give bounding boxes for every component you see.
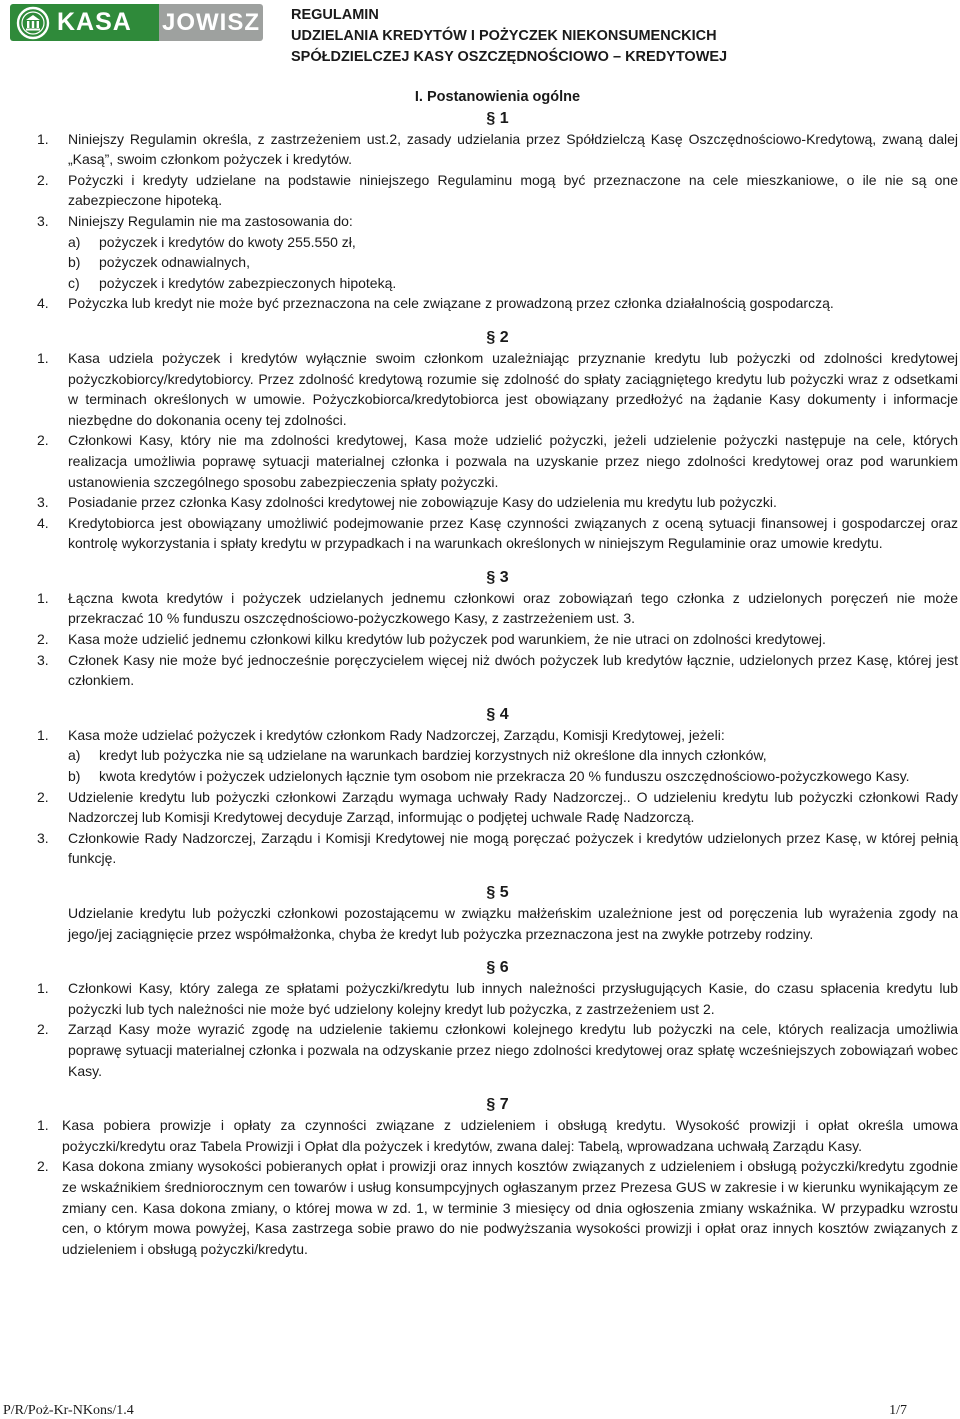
list-item [37, 1156, 958, 1259]
item-text: Niniejszy Regulamin określa, z zastrzeżeniem ust.2, zasady udzielania przez Spółdzielczą Kasę Oszczędnościowo-Kredytową, zwaną dalej „Kasą”, swoim członkom pożyczek i kredytów. [68, 130, 958, 168]
sub-item [68, 232, 958, 253]
item-number: 1. [37, 980, 49, 997]
item-number: 1. [37, 589, 49, 606]
logo-green-part [10, 4, 159, 41]
item-number: 2. [37, 1158, 49, 1175]
item-number: 2. [37, 171, 49, 188]
item-number: 3. [37, 212, 49, 229]
paragraph-7-heading: § 7 [486, 1096, 509, 1114]
list-item [37, 513, 958, 554]
item-number: 1. [37, 130, 49, 147]
list-item [37, 1115, 958, 1156]
logo-grey-part [159, 4, 263, 41]
item-number: 3. [37, 494, 49, 511]
kasa-jowisz-logo [10, 4, 263, 41]
list-item [37, 129, 958, 170]
item-number: 3. [37, 651, 49, 668]
sub-item [68, 766, 958, 787]
title-line: UDZIELANIA KREDYTÓW I POŻYCZEK NIEKONSUMENCKICH [291, 28, 717, 44]
document-code: P/R/Poż-Kr-NKons/1.4 [3, 1403, 134, 1418]
item-number: 4. [37, 514, 49, 531]
list-item [37, 787, 958, 828]
list-item [37, 828, 958, 869]
list-item [37, 211, 958, 293]
list-item [37, 1019, 958, 1081]
paragraph-4-heading: § 4 [486, 705, 509, 723]
sub-item [68, 745, 958, 766]
list-item [37, 348, 958, 430]
sub-item-letter: a) [68, 233, 81, 250]
sub-item-letter: a) [68, 747, 81, 764]
item-text: Członek Kasy nie może być jednocześnie poręczycielem więcej niż dwóch pożyczek lub kredytów łącznie, udzielonych przez Kasę, której jest członkiem. [68, 651, 958, 689]
document-title [291, 5, 727, 68]
paragraph-6-heading: § 6 [486, 959, 509, 977]
list-item [37, 725, 958, 787]
item-text: Kasa dokona zmiany wysokości pobieranych opłat i prowizji oraz innych kosztów związanych z udzieleniem i obsługą pożyczki/kredytu zgodnie ze wskaźnikiem średniorocznym cen towarów i usług konsumpcyjnych ogłaszanym przez Prezesa GUS w zakresie i w kierunku wynikającym ze zmiany cen. Kasa dokona zmiany, o której mowa w zd. 1, w terminie 3 miesięcy od dnia ogłoszenia zmiany wskaźnika. W przypadku wzrostu cen, o którym mowa powyżej, Kasa zastrzega sobie prawo do nie podwyższania wysokości prowizji i opłat oraz innych kosztów związanych z udzieleniem i obsługą pożyczki/kredytu. [62, 1158, 958, 1257]
item-text: Łączna kwota kredytów i pożyczek udzielanych jednemu członkowi oraz zobowiązań tego członka z udzielonych poręczeń nie może przekraczać 10 % funduszu oszczędnościowo-pożyczkowego Kasy, z zastrzeżeniem ust. 3. [68, 589, 958, 627]
item-text: Pożyczki i kredyty udzielane na podstawie niniejszego Regulaminu mogą być przeznaczone na cele mieszkaniowe, o ile nie są one zabezpieczone hipoteką. [68, 171, 958, 209]
sub-item-letter: c) [68, 274, 80, 291]
list-item [37, 430, 958, 492]
sub-item-letter: b) [68, 768, 81, 785]
list-item [37, 293, 958, 314]
paragraph-5-heading: § 5 [486, 884, 509, 901]
item-text: Posiadanie przez członka Kasy zdolności kredytowej nie zobowiązuje Kasy do udzielenia mu kredytu lub pożyczki. [68, 494, 777, 511]
item-number: 4. [37, 295, 49, 312]
sub-item-text: pożyczek odnawialnych, [99, 254, 250, 271]
item-number: 1. [37, 1117, 49, 1134]
paragraph-2-heading: § 2 [486, 328, 509, 346]
list-item [37, 170, 958, 211]
list-item [37, 650, 958, 691]
sub-item-letter: b) [68, 254, 81, 271]
sub-item-text: pożyczek i kredytów zabezpieczonych hipoteką. [99, 274, 397, 291]
item-number: 1. [37, 349, 49, 366]
item-number: 2. [37, 631, 49, 648]
item-text: Udzielenie kredytu lub pożyczki członkowi Zarządu wymaga uchwały Rady Nadzorczej.. O udzieleniu kredytu lub pożyczki członkowi Rady Nadzorczej lub Komisji Kredytowej decyduje Zarząd, informując o podjętej uchwale Radę Nadzorczą. [68, 788, 958, 826]
item-text: Członkowi Kasy, który nie ma zdolności kredytowej, Kasa może udzielić pożyczki, jeżeli udzielenie pożyczki następuje na cele, których realizacja umożliwia poprawę sytuacji materialnej członka i pozwala na uzyskanie przez niego zdolności kredytowej oraz pod warunkiem ustanowienia szczególnego sposobu zabezpieczenia spłaty pożyczki. [68, 432, 958, 490]
logo-word-kasa: KASA [57, 8, 132, 36]
item-number: 2. [37, 432, 49, 449]
sub-item-text: kredyt lub pożyczka nie są udzielane na warunkach bardziej korzystnych niż określone dla innych członków, [99, 747, 767, 764]
item-text: Kasa może udzielić jednemu członkowi kilku kredytów lub pożyczek pod warunkiem, że nie utraci on zdolności kredytowej. [68, 631, 826, 648]
item-text: Kasa może udzielać pożyczek i kredytów członkom Rady Nadzorczej, Zarządu, Komisji Kredytowej, jeżeli: [68, 726, 725, 743]
building-emblem-icon [16, 6, 50, 40]
list-item [37, 588, 958, 629]
page-footer [3, 1403, 907, 1419]
item-number: 2. [37, 788, 49, 805]
page-number: 1/7 [889, 1403, 907, 1418]
paragraph-1-heading: § 1 [486, 109, 509, 127]
sub-item [68, 252, 958, 273]
list-item [37, 492, 958, 513]
item-text: Niniejszy Regulamin nie ma zastosowania do: [68, 212, 353, 229]
item-number: 1. [37, 726, 49, 743]
title-line: REGULAMIN [291, 7, 379, 23]
item-text: Członkowie Rady Nadzorczej, Zarządu i Komisji Kredytowej nie mogą poręczać pożyczek i kredytów udzielonych przez Kasę, w której pełnią funkcję. [68, 829, 958, 867]
sub-item-text: kwota kredytów i pożyczek udzielonych łącznie tym osobom nie przekracza 20 % funduszu oszczędnościowo-pożyczkowego Kasy. [99, 768, 910, 785]
paragraph-text: Udzielanie kredytu lub pożyczki członkowi pozostającemu w związku małżeńskim uzależnione jest od poręczenia lub wyrażenia zgody na jego/jej zaciągnięcie przez współmałżonka, chyba że kredyt lub pożyczka przeznaczona jest na zwykłe potrzeby rodziny. [68, 905, 958, 942]
item-text: Pożyczka lub kredyt nie może być przeznaczona na cele związane z prowadzoną przez członka działalnością gospodarczą. [68, 295, 834, 312]
item-text: Kredytobiorca jest obowiązany umożliwić podejmowanie przez Kasę czynności związanych z oceną sytuacji finansowej i gospodarczej oraz kontrolę wykorzystania i spłaty kredytu w przypadkach i na warunkach określonych w niniejszym Regulaminie oraz umowie kredytu. [68, 514, 958, 552]
title-line: SPÓŁDZIELCZEJ KASY OSZCZĘDNOŚCIOWO – KREDYTOWEJ [291, 49, 728, 65]
sub-item-text: pożyczek i kredytów do kwoty 255.550 zł, [99, 233, 356, 250]
paragraph-3-heading: § 3 [486, 568, 509, 586]
list-item [37, 978, 958, 1019]
document-body [37, 87, 958, 1259]
item-text: Zarząd Kasy może wyrazić zgodę na udzielenie takiemu członkowi kolejnego kredytu lub pożyczki na cele, których realizacja umożliwia poprawę sytuacji materialnej członka i pozwala na odzyskanie przez niego zdolności kredytowej oraz spłatę wcześniejszych zobowiązań wobec Kasy. [68, 1021, 958, 1079]
item-number: 2. [37, 1021, 49, 1038]
item-text: Kasa udziela pożyczek i kredytów wyłącznie swoim członkom uzależniając przyznanie kredytu lub pożyczki od zdolności kredytowej pożyczkobiorcy/kredytobiorcy. Przez zdolność kredytową rozumie się zdolność do spłaty zaciągniętego kredytu lub pożyczki wraz z odsetkami w terminach określonych w umowie. Pożyczkobiorca/kredytobiorca jest obowiązany przedłożyć na żądanie Kasy dokumenty i informacje niezbędne do dokonania oceny tej zdolności. [68, 349, 958, 428]
item-number: 3. [37, 829, 49, 846]
section-heading: I. Postanowienia ogólne [414, 89, 581, 105]
item-text: Członkowi Kasy, który zalega ze spłatami pożyczki/kredytu lub innych należności przysługujących Kasie, do czasu spłacenia kredytu lub pożyczki lub tych należności nie może być udzielony kolejny kredyt lub pożyczka, z zastrzeżeniem ust 2. [68, 980, 958, 1017]
logo-word-jowisz: JOWISZ [161, 8, 260, 36]
item-text: Kasa pobiera prowizje i opłaty za czynności związane z udzieleniem i obsługą kredytu. Wysokość prowizji i opłat określa umowa pożyczki/kredytu oraz Tabela Prowizji i Opłat dla pożyczek i kredytów, zwana dalej: Tabelą, wprowadzana uchwałą Zarządu Kasy. [62, 1117, 958, 1154]
list-item [37, 629, 958, 650]
sub-item [68, 273, 958, 294]
